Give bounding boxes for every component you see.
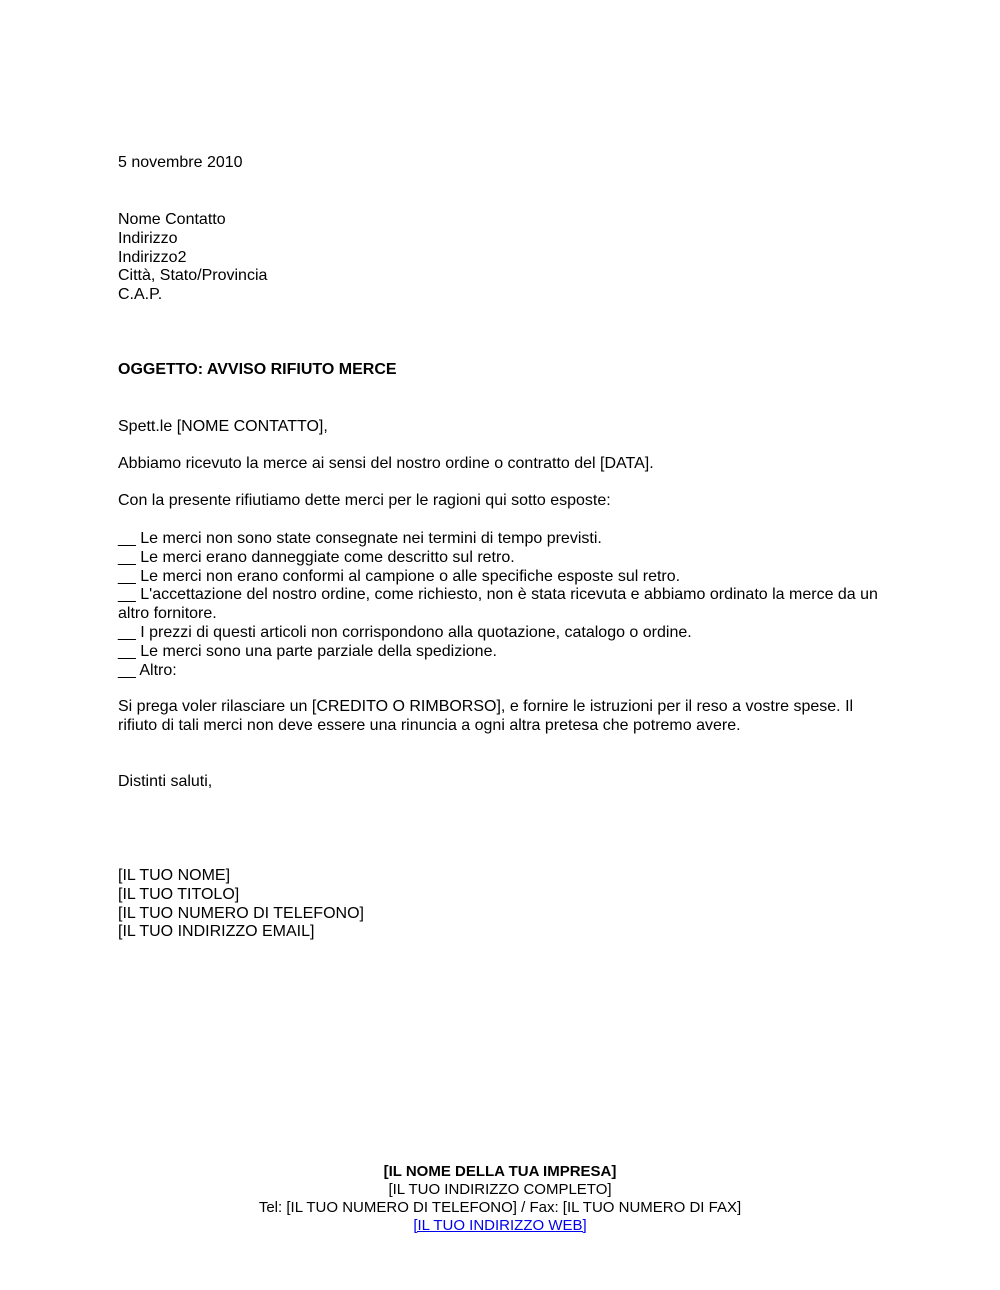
reasons-list xyxy=(118,530,883,680)
date-text: 5 novembre 2010 xyxy=(118,154,243,171)
subject-text: OGGETTO: AVVISO RIFIUTO MERCE xyxy=(118,361,397,378)
signature-name: [IL TUO NOME] xyxy=(118,867,231,884)
reason-item: __ Le merci sono una parte parziale della spedizione. xyxy=(118,642,497,660)
reason-item: __ Altro: xyxy=(118,661,177,679)
reason-item: __ Le merci non sono state consegnate nei termini di tempo previsti. xyxy=(118,530,602,547)
signature-phone: [IL TUO NUMERO DI TELEFONO] xyxy=(118,904,364,922)
footer-web-link[interactable]: [IL TUO INDIRIZZO WEB] xyxy=(413,1217,587,1234)
letter-salutation xyxy=(118,418,883,437)
footer-company: [IL NOME DELLA TUA IMPRESA] xyxy=(383,1163,617,1180)
letter-closing xyxy=(118,773,883,792)
recipient-address xyxy=(118,211,883,305)
closing-text: Distinti saluti, xyxy=(118,773,213,790)
paragraph-request xyxy=(118,698,883,736)
signature-block xyxy=(118,867,883,942)
letterhead-footer xyxy=(0,1163,1000,1235)
recipient-address-line1: Indirizzo xyxy=(118,229,178,247)
letter-subject xyxy=(118,361,883,380)
letter-date xyxy=(118,154,883,173)
recipient-name: Nome Contatto xyxy=(118,211,226,228)
paragraph-reject xyxy=(118,492,883,511)
signature-title: [IL TUO TITOLO] xyxy=(118,885,240,903)
footer-contact: Tel: [IL TUO NUMERO DI TELEFONO] / Fax: [IL TUO NUMERO DI FAX] xyxy=(258,1199,742,1216)
recipient-zip: C.A.P. xyxy=(118,286,163,304)
paragraph-text: Abbiamo ricevuto la merce ai sensi del nostro ordine o contratto del [DATA]. xyxy=(118,455,654,472)
reason-item: __ I prezzi di questi articoli non corrispondono alla quotazione, catalogo o ordine. xyxy=(118,623,692,641)
paragraph-received xyxy=(118,455,883,474)
reason-item: __ L'accettazione del nostro ordine, come richiesto, non è stata ricevuta e abbiamo ordinato la merce da un altro fornitore. xyxy=(118,586,883,623)
salutation-text: Spett.le [NOME CONTATTO], xyxy=(118,418,328,435)
recipient-city: Città, Stato/Provincia xyxy=(118,267,268,285)
signature-email: [IL TUO INDIRIZZO EMAIL] xyxy=(118,923,315,941)
recipient-address-line2: Indirizzo2 xyxy=(118,248,187,266)
paragraph-text: Si prega voler rilasciare un [CREDITO O RIMBORSO], e fornire le istruzioni per il reso a vostre spese. Il rifiuto di tali merci non deve essere una rinuncia a ogni altra pretesa che potremo avere. xyxy=(118,698,858,734)
paragraph-text: Con la presente rifiutiamo dette merci per le ragioni qui sotto esposte: xyxy=(118,492,611,509)
footer-address: [IL TUO INDIRIZZO COMPLETO] xyxy=(388,1181,612,1198)
reason-item: __ Le merci erano danneggiate come descritto sul retro. xyxy=(118,548,515,566)
reason-item: __ Le merci non erano conformi al campione o alle specifiche esposte sul retro. xyxy=(118,567,681,585)
